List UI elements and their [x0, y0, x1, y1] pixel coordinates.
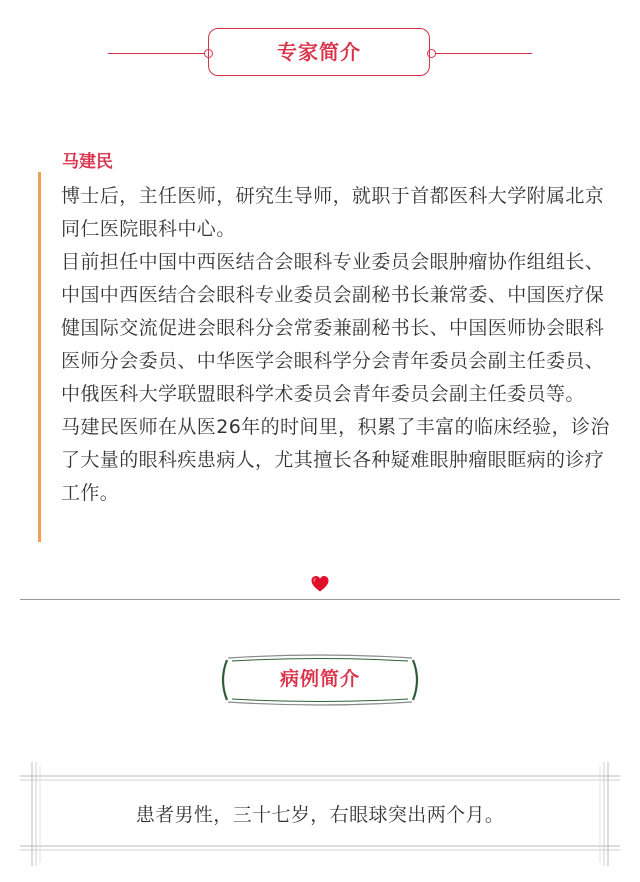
- header-line-left: [108, 53, 206, 54]
- heart-icon: [310, 574, 330, 594]
- case-summary-text: 患者男性，三十七岁，右眼球突出两个月。: [135, 804, 505, 826]
- expert-name: 马建民: [62, 152, 113, 172]
- expert-bio-paragraph: 博士后，主任医师，研究生导师，就职于首都医科大学附属北京同仁医院眼科中心。: [61, 185, 605, 240]
- expert-accent-bar: [38, 172, 41, 542]
- case-section-title: 病例简介: [279, 668, 360, 690]
- expert-bio-paragraph: 马建民医师在从医26年的时间里，积累了丰富的临床经验，诊治了大量的眼科疾患病人，尤其擅长各种疑难眼肿瘤眼眶病的诊疗工作。: [61, 416, 610, 504]
- case-summary-box: [20, 762, 620, 866]
- header-line-right: [434, 53, 532, 54]
- expert-section-header: [108, 28, 532, 80]
- expert-section-title: 专家简介: [208, 28, 430, 76]
- expert-bio: [61, 180, 611, 510]
- case-section-header: [218, 654, 422, 706]
- section-divider: [20, 599, 620, 600]
- expert-bio-paragraph: 目前担任中国中西医结合会眼科专业委员会眼肿瘤协作组组长、中国中西医结合会眼科专业委员会副秘书长兼常委、中国医疗保健国际交流促进会眼科分会常委兼副秘书长、中国医师协会眼科医师分会委员、中华医学会眼科学分会青年委员会副主任委员、中俄医科大学联盟眼科学术委员会青年委员会副主任委员等。: [61, 251, 605, 405]
